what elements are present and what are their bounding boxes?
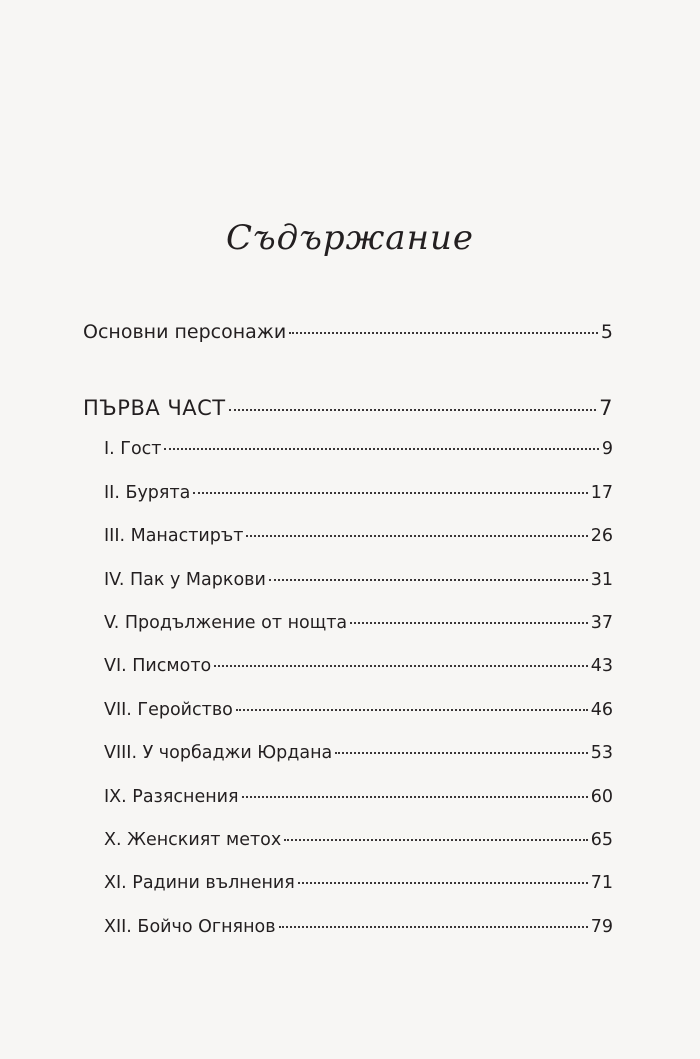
dot-leader: [214, 665, 587, 667]
toc-chapter-label: III. Манастирът: [104, 526, 244, 546]
toc-chapter-label: IV. Пак у Маркови: [104, 570, 266, 590]
toc-entry-page: 5: [600, 321, 613, 343]
toc-part-page: 7: [599, 396, 613, 420]
toc-chapter-entry[interactable]: [104, 743, 613, 763]
toc-chapter-label: V. Продължение от нощта: [104, 613, 348, 633]
dot-leader: [242, 796, 588, 798]
toc-chapter-page: 60: [590, 787, 613, 807]
toc-entry-label: Основни персонажи: [83, 321, 287, 343]
toc-chapter-entry[interactable]: [104, 873, 613, 893]
toc-chapter-page: 37: [590, 613, 613, 633]
toc-chapter-page: 43: [590, 656, 613, 676]
toc-chapter-page: 31: [590, 570, 613, 590]
toc-chapter-page: 79: [590, 917, 613, 937]
toc-chapter-entry[interactable]: [104, 787, 613, 807]
toc-chapter-label: X. Женският метох: [104, 830, 282, 850]
toc-chapter-page: 17: [590, 483, 613, 503]
toc-chapter-page: 65: [590, 830, 613, 850]
toc-chapter-label: IX. Разяснения: [104, 787, 239, 807]
page-title: Съдържание: [226, 218, 474, 258]
toc-chapter-entry[interactable]: [104, 613, 613, 633]
toc-chapter-label: I. Гост: [104, 439, 162, 459]
dot-leader: [229, 409, 596, 411]
dot-leader: [164, 448, 598, 450]
toc-chapter-label: II. Бурята: [104, 483, 191, 503]
dot-leader: [193, 492, 587, 494]
toc-chapter-label: VII. Геройство: [104, 700, 233, 720]
toc-chapter-entry[interactable]: [104, 526, 613, 546]
toc-chapter-label: VIII. У чорбаджи Юрдана: [104, 743, 333, 763]
toc-chapter-entry[interactable]: [104, 700, 613, 720]
dot-leader: [298, 882, 588, 884]
dot-leader: [236, 709, 588, 711]
toc-chapter-entry[interactable]: [104, 570, 613, 590]
dot-leader: [284, 839, 587, 841]
toc-chapter-entry[interactable]: [104, 483, 613, 503]
toc-chapter-label: VI. Писмото: [104, 656, 212, 676]
toc-chapter-page: 71: [590, 873, 613, 893]
dot-leader: [335, 752, 587, 754]
toc-chapter-label: XII. Бойчо Огнянов: [104, 917, 276, 937]
toc-entry[interactable]: [83, 321, 613, 343]
toc-chapter-entry[interactable]: [104, 830, 613, 850]
toc-chapter-entry[interactable]: [104, 439, 613, 459]
toc-chapter-page: 26: [590, 526, 613, 546]
toc-part-label: ПЪРВА ЧАСТ: [83, 396, 226, 420]
toc-chapter-label: XI. Радини вълнения: [104, 873, 295, 893]
dot-leader: [269, 579, 588, 581]
toc-chapter-page: 9: [601, 439, 613, 459]
toc-part-entry[interactable]: [83, 396, 613, 420]
dot-leader: [246, 535, 587, 537]
dot-leader: [350, 622, 588, 624]
toc-chapter-page: 53: [590, 743, 613, 763]
toc-chapter-page: 46: [590, 700, 613, 720]
toc-chapter-entry[interactable]: [104, 656, 613, 676]
dot-leader: [289, 332, 598, 334]
dot-leader: [279, 926, 588, 928]
toc-chapter-entry[interactable]: [104, 917, 613, 937]
